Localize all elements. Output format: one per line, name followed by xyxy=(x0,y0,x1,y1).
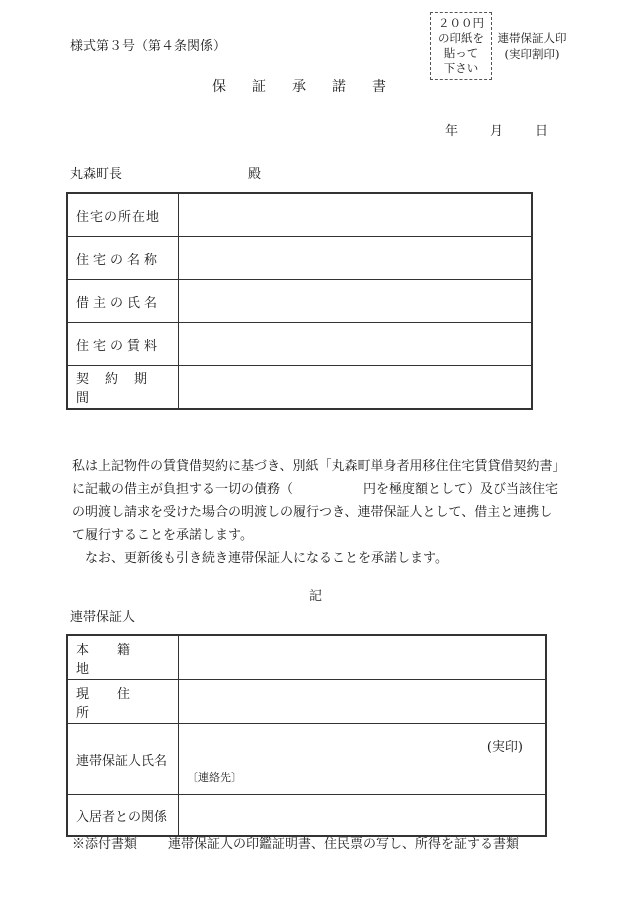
document-title: 保証承諾書 xyxy=(212,79,412,95)
honseki-field[interactable] xyxy=(179,635,547,680)
property-location-field[interactable] xyxy=(179,193,533,237)
renewal-paragraph: なお、更新後も引き続き連帯保証人になることを承諾します。 xyxy=(85,551,448,566)
guarantor-table xyxy=(66,634,547,837)
table-row xyxy=(67,680,546,724)
contract-period-field[interactable] xyxy=(179,366,533,410)
row-label: 契約期間 xyxy=(67,366,179,410)
borrower-name-field[interactable] xyxy=(179,280,533,323)
date-day: 日 xyxy=(535,124,549,139)
guarantor-name-field[interactable] xyxy=(179,724,547,795)
property-name-field[interactable] xyxy=(179,237,533,280)
ki-mark: 記 xyxy=(309,589,323,604)
form-number: 様式第３号（第４条関係） xyxy=(70,39,227,54)
table-row xyxy=(67,323,532,366)
table-row xyxy=(67,724,546,795)
attachments-text: 連帯保証人の印鑑証明書、住民票の写し、所得を証する書類 xyxy=(168,837,520,852)
attachments-note xyxy=(72,833,519,852)
table-row xyxy=(67,635,546,680)
stamp-line: の印紙を xyxy=(438,31,484,45)
addressee-honorific: 殿 xyxy=(248,167,262,182)
table-row xyxy=(67,795,546,837)
relation-field[interactable] xyxy=(179,795,547,837)
row-label: 現住所 xyxy=(67,680,179,724)
date-month: 月 xyxy=(490,124,504,139)
table-row xyxy=(67,237,532,280)
row-label: 入居者との関係 xyxy=(67,795,179,837)
date-line xyxy=(445,120,548,139)
row-label: 住宅の賃料 xyxy=(67,323,179,366)
table-row xyxy=(67,193,532,237)
table-row xyxy=(67,280,532,323)
consent-text xyxy=(72,455,562,570)
stamp-line: 下さい xyxy=(443,61,479,75)
date-year: 年 xyxy=(445,124,459,139)
row-label: 住宅の所在地 xyxy=(67,193,179,237)
current-address-field[interactable] xyxy=(179,680,547,724)
revenue-stamp-box xyxy=(430,12,492,80)
row-label: 借主の氏名 xyxy=(67,280,179,323)
consent-paragraph: 私は上記物件の賃貸借契約に基づき、別紙「丸森町単身者用移住住宅賃貸借契約書」に記載の借主が負担する一切の債務（ 円を極度額として）及び当該住宅の明渡し請求を受けた場合の明渡しの履行つき、連帯保証人として、借主と連携して履行することを承諾します。 xyxy=(72,459,559,543)
rent-field[interactable] xyxy=(179,323,533,366)
addressee-name: 丸森町長 xyxy=(70,167,123,182)
row-label: 住宅の名称 xyxy=(67,237,179,280)
property-table xyxy=(66,192,533,410)
jitsuin-label: (実印) xyxy=(486,740,523,755)
contact-label: 〔連絡先〕 xyxy=(187,771,242,784)
stamp-line: ２００円 xyxy=(438,16,484,30)
seal-label-line: 連帯保証人印 xyxy=(497,31,567,45)
attachments-label: ※添付書類 xyxy=(72,837,138,852)
row-label: 連帯保証人氏名 xyxy=(67,724,179,795)
stamp-line: 貼って xyxy=(443,46,479,60)
row-label: 本籍地 xyxy=(67,635,179,680)
seal-label xyxy=(497,30,567,62)
seal-label-line: (実印割印) xyxy=(504,47,560,61)
table-row xyxy=(67,366,532,410)
guarantor-heading: 連帯保証人 xyxy=(70,610,136,625)
